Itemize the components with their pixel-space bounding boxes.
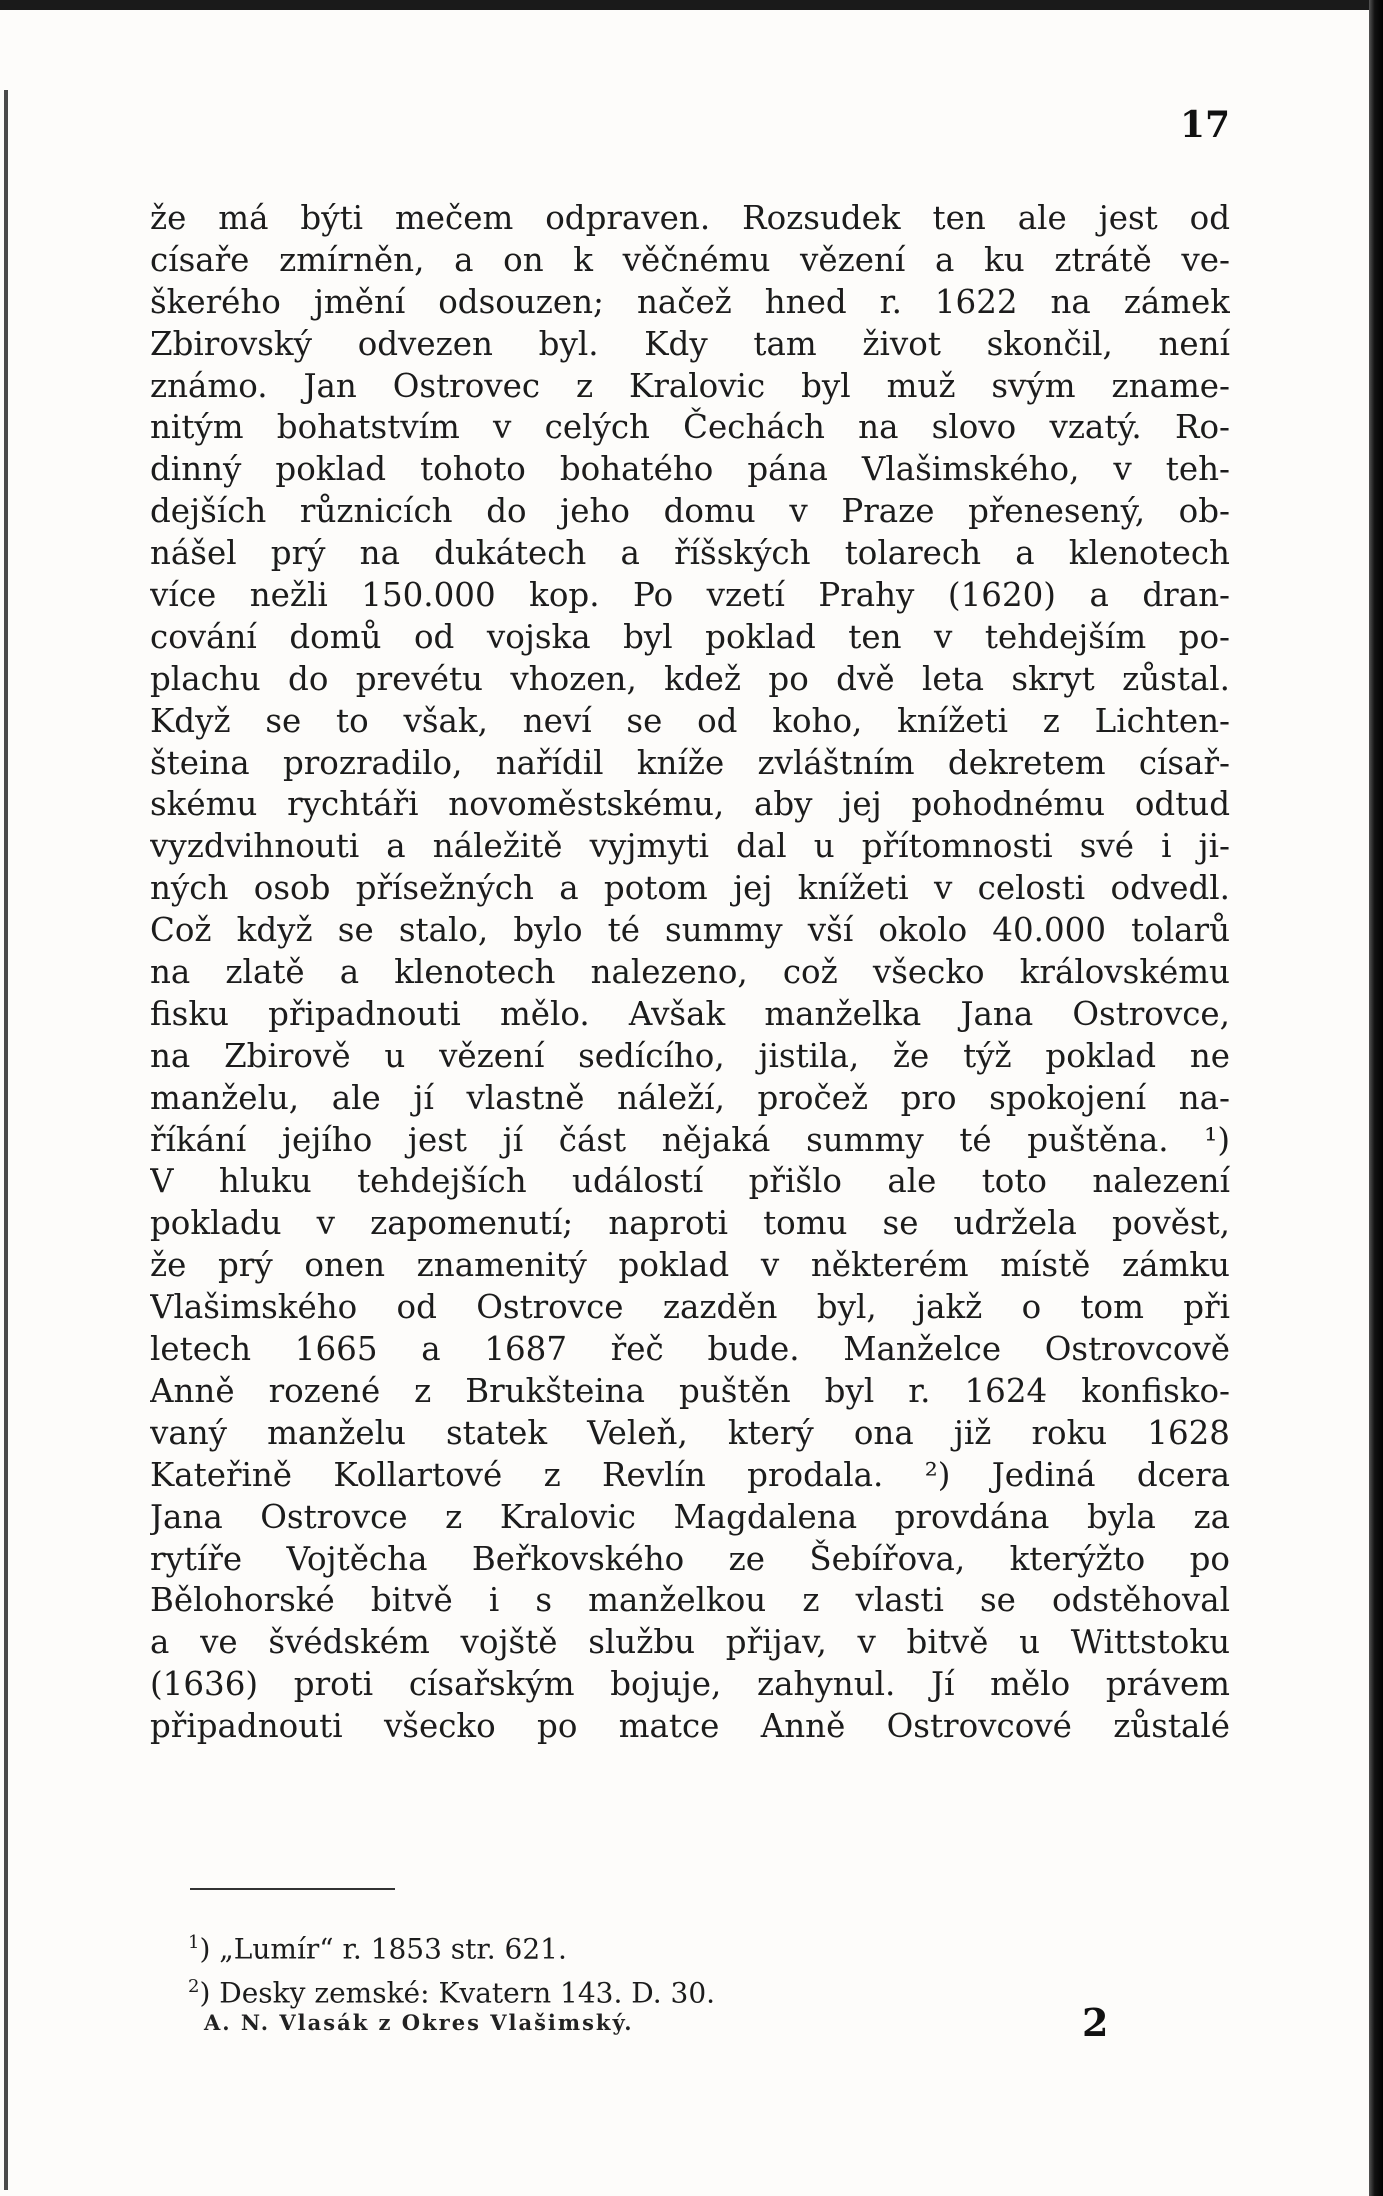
- footnote: [188, 1924, 715, 1968]
- text-line: že prý onen znamenitý poklad v některém místě zámku: [150, 1246, 1230, 1285]
- footnote-text: ) „Lumír“ r. 1853 str. 621.: [199, 1932, 567, 1966]
- text-line: známo. Jan Ostrovec z Kralovic byl muž svým zname-: [150, 366, 1230, 405]
- text-line: Což když se stalo, bylo té summy vší okolo 40.000 tolarů: [150, 911, 1230, 950]
- text-line: vaný manželu statek Veleň, který ona již roku 1628: [150, 1413, 1230, 1452]
- text-line: na zlatě a klenotech nalezeno, což všecko královskému: [150, 953, 1230, 992]
- text-line: letech 1665 a 1687 řeč bude. Manželce Ostrovcově: [150, 1330, 1230, 1369]
- text-line: dinný poklad tohoto bohatého pána Vlašimského, v teh-: [150, 450, 1230, 489]
- text-line: nášel prý na dukátech a říšských tolarech a klenotech: [150, 534, 1230, 573]
- text-line: říkání jejího jest jí část nějaká summy té puštěna. ¹): [150, 1120, 1230, 1159]
- text-line: připadnouti všecko po matce Anně Ostrovcové zůstalé: [150, 1707, 1230, 1746]
- text-line: Když se to však, neví se od koho, knížeti z Lichten-: [150, 701, 1230, 740]
- text-line: Anně rozené z Brukšteina puštěn byl r. 1624 konfisko-: [150, 1371, 1230, 1410]
- sheet-number: 2: [1082, 2000, 1109, 2045]
- page-number: 17: [1180, 104, 1231, 146]
- footnote-marker: 2: [188, 1976, 200, 1998]
- scan-edge-top: [0, 0, 1383, 10]
- text-line: Vlašimského od Ostrovce zazděn byl, jakž o tom při: [150, 1288, 1230, 1327]
- footnote-divider: [190, 1888, 395, 1890]
- footnote: [188, 1968, 715, 2012]
- footnote-marker: 1: [188, 1932, 200, 1953]
- text-line: šteina prozradilo, nařídil kníže zvláštním dekretem císař-: [150, 743, 1230, 782]
- text-line: císaře zmírněn, a on k věčnému vězení a ku ztrátě ve-: [150, 240, 1230, 279]
- text-line: že má býti mečem odpraven. Rozsudek ten ale jest od: [150, 199, 1230, 237]
- body-text: [150, 198, 1230, 1748]
- text-line: pokladu v zapomenutí; naproti tomu se udržela pověst,: [150, 1204, 1230, 1243]
- text-line: škerého jmění odsouzen; načež hned r. 1622 na zámek: [150, 282, 1230, 321]
- text-line: V hluku tehdejších událostí přišlo ale toto nalezení: [150, 1162, 1230, 1201]
- text-line: více nežli 150.000 kop. Po vzetí Prahy (1620) a dran-: [150, 576, 1230, 615]
- printer-signature: A. N. Vlasák z Okres Vlašimský.: [204, 2010, 634, 2035]
- scan-edge-right: [1369, 0, 1383, 2196]
- text-line: Zbirovský odvezen byl. Kdy tam život skončil, není: [150, 324, 1230, 363]
- scan-edge-left: [4, 90, 8, 2190]
- text-line: (1636) proti císařským bojuje, zahynul. Jí mělo právem: [150, 1665, 1230, 1704]
- text-line: skému rychtáři novoměstskému, aby jej pohodnému odtud: [150, 785, 1230, 824]
- text-line: Kateřině Kollartové z Revlín prodala. ²) Jediná dcera: [150, 1455, 1230, 1494]
- footnote-text: ) Desky zemské: Kvatern 143. D. 30.: [199, 1976, 716, 2010]
- footnotes: [188, 1924, 715, 2013]
- text-line: Jana Ostrovce z Kralovic Magdalena provdána byla za: [150, 1497, 1230, 1536]
- text-line: Bělohorské bitvě i s manželkou z vlasti se odstěhoval: [150, 1581, 1230, 1620]
- text-line: nitým bohatstvím v celých Čechách na slovo vzatý. Ro-: [150, 408, 1230, 447]
- text-line: cování domů od vojska byl poklad ten v tehdejším po-: [150, 617, 1230, 656]
- text-line: manželu, ale jí vlastně náleží, pročež pro spokojení na-: [150, 1078, 1230, 1117]
- text-line: a ve švédském vojště službu přijav, v bitvě u Wittstoku: [150, 1623, 1230, 1662]
- text-line: fisku připadnouti mělo. Avšak manželka Jana Ostrovce,: [150, 994, 1230, 1033]
- text-line: na Zbirově u vězení sedícího, jistila, že týž poklad ne: [150, 1036, 1230, 1075]
- text-line: plachu do prevétu vhozen, kdež po dvě leta skryt zůstal.: [150, 659, 1230, 698]
- text-line: dejších různicích do jeho domu v Praze přenesený, ob-: [150, 492, 1230, 531]
- text-line: vyzdvihnouti a náležitě vyjmyti dal u přítomnosti své i ji-: [150, 827, 1230, 866]
- text-line: rytíře Vojtěcha Beřkovského ze Šebířova, kterýžto po: [150, 1539, 1230, 1578]
- text-line: ných osob přísežných a potom jej knížeti v celosti odvedl.: [150, 869, 1230, 908]
